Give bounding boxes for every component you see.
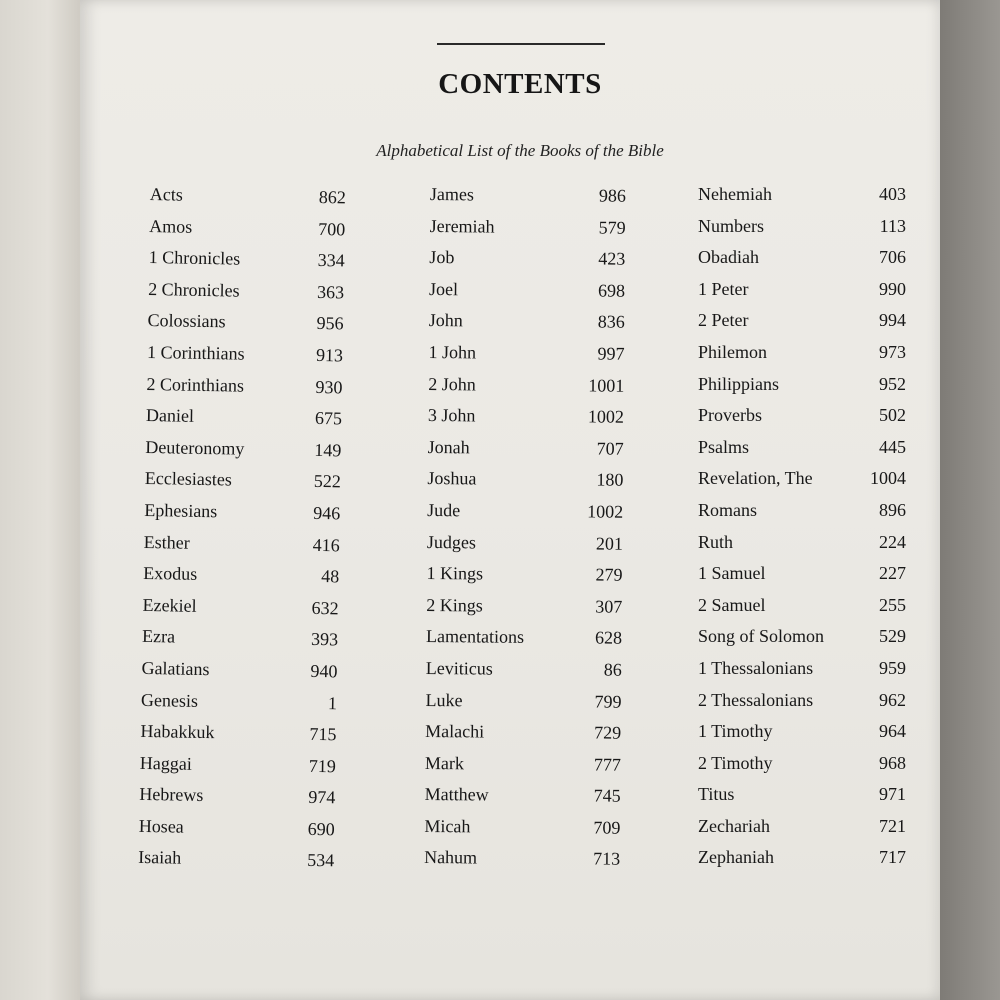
contents-entry	[424, 784, 620, 817]
page-number: 930	[315, 376, 343, 397]
book-name: Luke	[425, 689, 463, 710]
page-number: 997	[597, 343, 625, 364]
contents-entry	[428, 437, 624, 470]
page-number: 745	[593, 785, 621, 806]
book-name: 2 Samuel	[698, 594, 766, 615]
book-name: Ecclesiastes	[144, 468, 232, 490]
page-number: 180	[596, 469, 624, 491]
book-name: Nahum	[424, 847, 478, 868]
book-name: Acts	[149, 184, 183, 205]
contents-column-3	[698, 184, 906, 879]
contents-entry	[698, 310, 906, 342]
contents-entry	[139, 784, 336, 819]
page-number: 986	[598, 185, 626, 206]
page-number: 707	[596, 438, 624, 459]
contents-entry	[698, 847, 906, 879]
contents-entry	[698, 816, 906, 848]
contents-entry	[425, 753, 621, 786]
book-name: Joshua	[427, 468, 477, 489]
book-name: 2 Kings	[426, 594, 483, 616]
contents-entry	[430, 184, 626, 217]
contents-entry	[426, 563, 622, 596]
contents-entry	[141, 658, 338, 693]
book-name: Philemon	[698, 341, 768, 362]
book-name: Leviticus	[425, 657, 493, 679]
page-number: 698	[597, 280, 626, 301]
book-name: Isaiah	[138, 847, 182, 869]
page-number: 971	[879, 784, 906, 805]
book-name: Jonah	[427, 436, 470, 458]
page-number: 990	[879, 278, 906, 299]
contents-entry	[147, 342, 344, 377]
contents-entry	[698, 753, 906, 785]
contents-entry	[424, 847, 620, 880]
contents-entry	[140, 721, 337, 756]
contents-entry	[428, 374, 624, 407]
contents-entry	[138, 847, 335, 882]
page-number: 715	[309, 723, 337, 745]
contents-entry	[147, 310, 344, 345]
book-name: Philippians	[698, 373, 780, 394]
contents-entry	[426, 658, 622, 691]
page-number: 964	[879, 721, 906, 742]
page-number: 973	[879, 341, 906, 362]
book-name: 2 Chronicles	[147, 278, 240, 301]
contents-entry	[142, 626, 339, 661]
book-name: Ezra	[141, 626, 176, 647]
book-name: Exodus	[143, 563, 198, 585]
page-number: 690	[307, 818, 335, 840]
contents-entry	[698, 784, 906, 816]
page-number: 579	[598, 217, 626, 238]
book-name: Jeremiah	[429, 215, 495, 237]
book-name: Deuteronomy	[145, 436, 245, 459]
book-name: Zechariah	[698, 815, 770, 836]
contents-entry	[698, 437, 906, 469]
contents-entry	[698, 374, 906, 406]
page-number: 962	[879, 689, 906, 710]
contents-entry	[698, 563, 906, 595]
page-number: 534	[307, 850, 335, 871]
book-name: Amos	[149, 215, 193, 237]
book-name: Micah	[424, 815, 471, 837]
contents-entry	[426, 626, 622, 659]
contents-entry	[143, 531, 340, 566]
contents-entry	[144, 468, 341, 503]
page-number: 423	[598, 248, 626, 269]
book-name: Haggai	[139, 752, 193, 774]
page-number: 628	[594, 627, 623, 649]
page-number: 363	[316, 281, 345, 303]
contents-entry	[142, 595, 339, 630]
book-name: Matthew	[424, 784, 489, 805]
contents-entry	[428, 342, 624, 375]
page-number: 974	[308, 787, 336, 808]
page-number: 968	[879, 752, 906, 773]
contents-entry	[698, 184, 906, 216]
page-number: 713	[593, 848, 621, 870]
contents-entry	[698, 690, 906, 722]
book-name: John	[428, 310, 463, 331]
page-number: 279	[595, 564, 623, 585]
book-name: Joel	[428, 278, 459, 300]
contents-entry	[149, 216, 346, 251]
page-number: 1001	[588, 374, 625, 396]
contents-entry	[148, 279, 345, 314]
book-name: Romans	[698, 499, 758, 520]
page-number: 1002	[587, 501, 624, 522]
page-number: 913	[315, 344, 344, 366]
page-number: 862	[318, 186, 346, 208]
contents-entry	[698, 342, 906, 374]
page-number: 777	[593, 754, 622, 775]
contents-entry	[698, 216, 906, 248]
page-number: 403	[879, 184, 906, 204]
page-number: 48	[321, 566, 340, 587]
page-number: 675	[314, 408, 343, 429]
page-number: 307	[595, 596, 623, 617]
contents-entry	[698, 247, 906, 279]
book-name: 1 Corinthians	[146, 341, 245, 364]
contents-entry	[143, 563, 340, 598]
book-name: Obadiah	[698, 247, 759, 268]
contents-entry	[427, 532, 623, 565]
page-number: 632	[311, 597, 339, 619]
book-name: Zephaniah	[698, 847, 774, 868]
contents-entry	[429, 310, 625, 343]
page-number: 946	[313, 502, 341, 524]
page-subtitle: Alphabetical List of the Books of the Bible	[376, 141, 664, 160]
contents-entry	[698, 595, 906, 627]
page-number: 113	[879, 215, 906, 236]
page-number: 1004	[870, 468, 906, 489]
page-number: 224	[879, 531, 906, 552]
contents-entry	[425, 689, 621, 722]
book-name: Genesis	[140, 689, 199, 711]
page-number: 721	[879, 815, 906, 836]
contents-entry	[698, 658, 906, 690]
page-number: 1002	[587, 406, 625, 427]
book-name: 1 Timothy	[698, 721, 773, 742]
book-name: Psalms	[698, 436, 750, 457]
book-name: 2 Timothy	[698, 752, 773, 773]
contents-entry	[145, 437, 342, 472]
book-name: Mark	[424, 752, 465, 774]
contents-entry	[140, 753, 337, 788]
page-number: 956	[316, 313, 344, 334]
page-number: 393	[310, 629, 339, 650]
book-name: Galatians	[141, 657, 210, 680]
book-name: Numbers	[698, 215, 764, 236]
page-number: 416	[312, 534, 340, 555]
page-number: 86	[603, 659, 622, 680]
contents-entry	[698, 405, 906, 437]
page-number: 709	[593, 817, 621, 838]
contents-entry	[149, 184, 346, 219]
page-number: 334	[317, 250, 345, 271]
contents-column-2	[424, 184, 626, 881]
contents-entry	[148, 247, 345, 282]
page-number: 799	[594, 690, 622, 712]
page-number: 502	[879, 405, 906, 426]
page-number: 952	[879, 373, 906, 394]
book-name: Job	[429, 247, 455, 268]
page-number: 255	[879, 594, 906, 615]
book-name: Habakkuk	[140, 721, 215, 743]
page-number: 896	[879, 499, 906, 520]
book-name: Nehemiah	[698, 184, 772, 204]
book-name: James	[429, 184, 474, 205]
page-number: 717	[879, 847, 906, 868]
page-number: 445	[879, 436, 906, 457]
page-number: 959	[879, 657, 906, 678]
page-number: 719	[308, 755, 337, 777]
contents-entry	[428, 405, 624, 438]
book-name: Lamentations	[425, 626, 525, 648]
contents-entry	[426, 595, 622, 628]
contents-entry	[698, 468, 906, 500]
contents-entry	[427, 500, 623, 533]
book-name: 1 Peter	[698, 278, 749, 299]
page-number: 149	[314, 439, 342, 461]
contents-entry	[698, 626, 906, 658]
contents-entry	[698, 500, 906, 532]
book-name: Ephesians	[144, 499, 218, 522]
page-number: 729	[594, 722, 622, 743]
book-name: Malachi	[425, 721, 485, 742]
book-name: 1 John	[428, 341, 477, 363]
book-name: 1 Kings	[426, 563, 484, 584]
contents-entry	[429, 279, 625, 312]
page-number: 522	[313, 471, 342, 492]
contents-entry	[146, 374, 343, 409]
contents-entry	[429, 247, 625, 280]
page-title: CONTENTS	[438, 68, 602, 100]
contents-entry	[138, 816, 335, 851]
contents-entry	[698, 532, 906, 564]
page-number: 201	[595, 532, 623, 554]
contents-entry	[141, 689, 338, 724]
book-name: Judges	[426, 531, 476, 552]
contents-entry	[146, 405, 343, 440]
page-number: 706	[879, 247, 906, 268]
book-name: 3 John	[427, 405, 476, 426]
contents-entry	[698, 721, 906, 753]
book-name: 2 Peter	[698, 310, 749, 331]
contents-column-1	[138, 184, 346, 882]
book-name: Titus	[698, 784, 735, 805]
contents-entry	[698, 279, 906, 311]
book-name: Esther	[143, 531, 190, 553]
page-number: 700	[318, 218, 346, 240]
book-name: Ezekiel	[142, 594, 197, 616]
book-name: 1 Samuel	[698, 563, 766, 584]
book-name: Song of Solomon	[698, 626, 825, 647]
book-name: Ruth	[698, 531, 734, 552]
contents-entry	[429, 216, 625, 249]
book-name: 2 Thessalonians	[698, 689, 814, 710]
book-name: 1 Thessalonians	[698, 657, 814, 678]
page-number: 836	[597, 311, 625, 333]
header-rule	[437, 43, 605, 45]
book-name: Hebrews	[139, 784, 204, 806]
contents-entry	[425, 721, 621, 754]
page-number: 994	[879, 310, 906, 331]
book-name: 2 John	[428, 373, 476, 394]
contents-entry	[424, 816, 620, 849]
book-name: Jude	[427, 499, 461, 521]
book-name: Hosea	[138, 815, 184, 837]
book-name: Revelation, The	[698, 468, 813, 489]
book-name: 1 Chronicles	[148, 247, 241, 269]
contents-entry	[427, 468, 623, 501]
book-name: Colossians	[147, 310, 226, 332]
page-number: 1	[327, 692, 338, 713]
book-name: Proverbs	[698, 405, 762, 426]
page-number: 529	[879, 626, 906, 647]
book-name: 2 Corinthians	[146, 373, 245, 396]
contents-entry	[144, 500, 341, 535]
page-number: 227	[879, 563, 906, 584]
page-number: 940	[310, 660, 338, 682]
book-name: Daniel	[145, 405, 195, 426]
